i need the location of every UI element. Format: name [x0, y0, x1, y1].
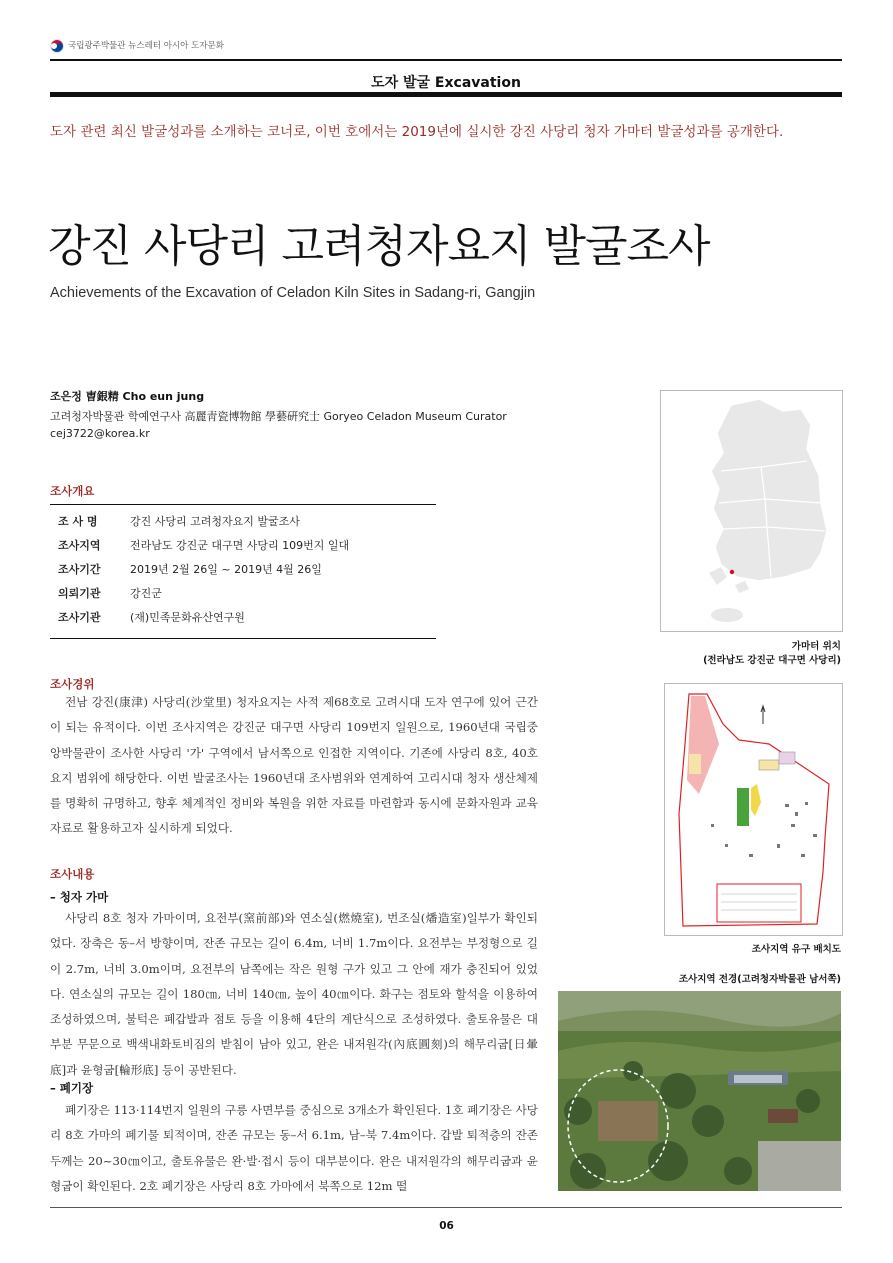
map-caption: [640, 640, 841, 668]
aerial-photo-caption: 조사지역 전경(고려청자박물관 남서쪽): [678, 974, 841, 985]
kiln-subheading: – 청자 가마: [50, 890, 109, 904]
history-paragraph: 전남 강진(康津) 사당리(沙堂里) 청자요지는 사적 제68호로 고려시대 도자 연구에 있어 근간이 되는 유적이다. 이번 조사지역은 강진군 대구면 사당리 109번지 일원으로, 1960년대 국립중앙박물관이 조사한 사당리 '가' 구역에서 남서쪽으로 인접한 지역이다. 기존에 사당리 8호, 40호 요지 범위에 해당한다. 이번 발굴조사는 1960년대 조사범위와 연계하여 고리시대 청자 생산체제를 명확히 규명하고, 향후 체계적인 정비와 복원을 위한 자료를 마련함과 동시에 문화자원과 교육자료로 활용하고자 실시하게 되었다.: [50, 695, 538, 836]
overview-value: 강진 사당리 고려청자요지 발굴조사: [130, 515, 300, 528]
overview-row: [58, 513, 349, 537]
footer-rule: [50, 1207, 842, 1208]
waste-paragraph: 폐기장은 113·114번지 일원의 구릉 사면부를 중심으로 3개소가 확인된다. 1호 폐기장은 사당리 8호 가마의 폐기물 퇴적이며, 잔존 규모는 동–서 6.1m, 남–북 7.4m이다. 갑발 퇴적층의 잔존 두께는 20~30㎝이고, 출토유물은 완·발·접시 등이 대부분이다. 완은 내저원각의 해무리굽과 윤형굽이 확인된다. 2호 폐기장은 사당리 8호 가마에서 북쪽으로 12m 떨: [50, 1103, 538, 1193]
overview-table: [58, 513, 349, 633]
overview-top-rule: [50, 504, 436, 505]
government-emblem-icon: [50, 38, 64, 52]
overview-key: 조사지역: [58, 539, 101, 552]
location-map: [660, 390, 843, 632]
author-email: cej3722@korea.kr: [50, 427, 150, 440]
author-name: 조은정 曺銀精 Cho eun jung: [50, 390, 205, 403]
overview-value: 2019년 2월 26일 ~ 2019년 4월 26일: [130, 563, 322, 576]
intro-text: 도자 관련 최신 발굴성과를 소개하는 코너로, 이번 호에서는 2019년에 실시한 강진 사당리 청자 가마터 발굴성과를 공개한다.: [50, 124, 784, 140]
map-caption-location: (전라남도 강진군 대구면 사당리): [703, 655, 841, 666]
overview-value: 전라남도 강진군 대구면 사당리 109번지 일대: [130, 539, 350, 552]
kiln-location-marker: [730, 570, 734, 574]
article-subtitle: Achievements of the Excavation of Celadon Kiln Sites in Sadang-ri, Gangjin: [50, 285, 536, 301]
overview-bottom-rule: [50, 638, 436, 639]
section-rule: [50, 92, 842, 97]
overview-row: [58, 537, 349, 561]
kiln-paragraph: 사당리 8호 청자 가마이며, 요전부(窯前部)와 연소실(燃燒室), 번조실(燔造室)일부가 확인되었다. 장축은 동–서 방향이며, 잔존 규모는 길이 6.4m, 너비 1.7m이다. 요전부는 부정형으로 길이 2.7m, 너비 3.0m이며, 요전부의 남쪽에는 작은 원형 구가 있고 그 안에 재가 충진되어 있었다. 연소실의 규모는 길이 180㎝, 너비 140㎝, 높이 40㎝이다. 화구는 점토와 할석을 이용하여 조성하였으며, 불턱은 폐갑발과 점토 등을 이용해 4단의 계단식으로 조성하였다. 출토유물은 대부분 무문으로 백색내화토비짐의 받침이 남아 있고, 완은 내저원각(內底圓刻)의 해무리굽[日暈底]과 윤형굽[輪形底] 등이 공반된다.: [50, 911, 538, 1077]
aerial-photo: [558, 991, 841, 1191]
overview-value: (재)민족문화유산연구원: [130, 611, 245, 624]
history-heading: 조사경위: [50, 677, 95, 691]
section-label: 도자 발굴 Excavation: [371, 75, 521, 91]
overview-row: [58, 561, 349, 585]
site-plan-diagram: [664, 683, 843, 936]
waste-subheading: – 폐기장: [50, 1081, 94, 1095]
map-caption-title: 가마터 위치: [791, 641, 841, 652]
overview-key: 조 사 명: [58, 515, 98, 528]
overview-row: [58, 609, 349, 633]
content-heading: 조사내용: [50, 867, 95, 881]
article-title: 강진 사당리 고려청자요지 발굴조사: [48, 221, 710, 272]
overview-value: 강진군: [130, 587, 162, 600]
publication-name: 국립광주박물관 뉴스레터 아시아 도자문화: [68, 41, 224, 51]
author-affiliation: 고려청자박물관 학예연구사 高麗靑瓷博物館 學藝硏究士 Goryeo Celadon Museum Curator: [50, 410, 507, 423]
overview-key: 조사기간: [58, 563, 101, 576]
overview-key: 의뢰기관: [58, 587, 101, 600]
overview-key: 조사기관: [58, 611, 101, 624]
overview-heading: 조사개요: [50, 484, 95, 498]
overview-row: [58, 585, 349, 609]
site-plan-caption: 조사지역 유구 배치도: [751, 944, 841, 955]
header-rule: [50, 59, 842, 61]
page-number: 06: [439, 1220, 454, 1232]
